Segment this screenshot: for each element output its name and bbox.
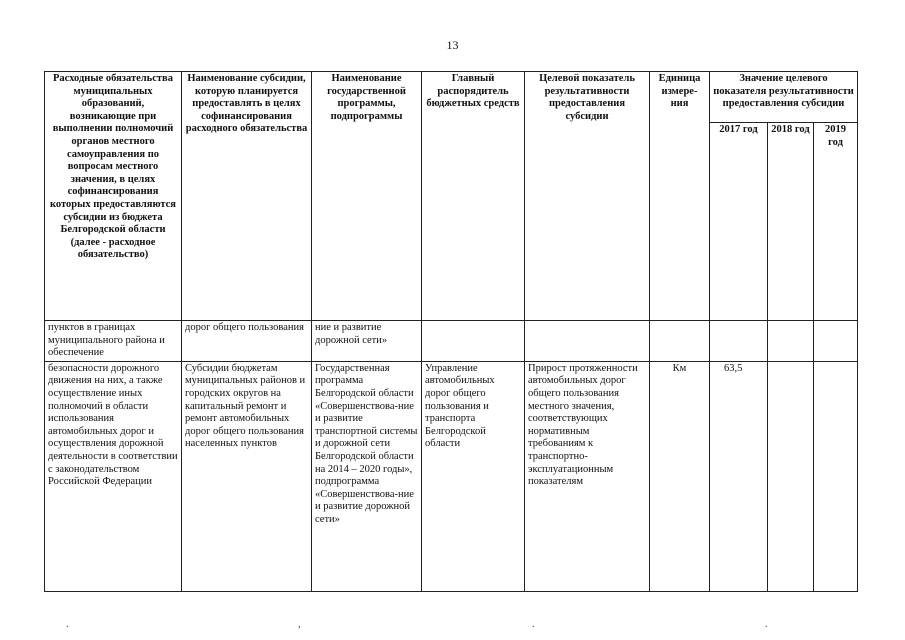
scan-dot: .	[532, 619, 535, 630]
cell-obligation: безопасности дорожного движения на них, а также осуществление иных полномочий в области использования автомобильных дорог и осуществления дорожной деятельности в соответствии с законодательством Российской Федерации	[45, 361, 182, 591]
cell-empty	[525, 321, 650, 362]
page-number: 13	[446, 38, 459, 52]
scan-dot: .	[66, 619, 69, 630]
cell-program-cont: ние и развитие дорожной сети»	[312, 321, 422, 362]
header-year-2018: 2018 год	[768, 123, 814, 321]
cell-program-name: Государственная программа Белгородской области «Совершенствова-ние и развитие транспортной системы и дорожной сети Белгородской области на 2014 – 2020 годы», подпрограмма «Совершенствова-ние и развитие дорожной сети»	[312, 361, 422, 591]
header-subsidy-name: Наименование субсидии, которую планируется предоставлять в целях софинансирования расходного обязательства	[182, 72, 312, 321]
header-year-2017: 2017 год	[710, 123, 768, 321]
scan-dot: ,	[298, 619, 301, 630]
cell-subsidy-name: Субсидии бюджетам муниципальных районов и городских округов на капитальный ремонт и ремонт автомобильных дорог общего пользования населенных пунктов	[182, 361, 312, 591]
header-program-name: Наименование государственной программы, подпрограммы	[312, 72, 422, 321]
cell-obligation-cont: пунктов в границах муниципального района и обеспечение	[45, 321, 182, 362]
header-budget-manager: Главный распорядитель бюджетных средств	[422, 72, 525, 321]
subsidy-table	[44, 71, 858, 592]
header-year-2019: 2019 год	[814, 123, 858, 321]
cell-empty	[814, 321, 858, 362]
cell-empty	[710, 321, 768, 362]
cell-value-2019	[814, 361, 858, 591]
table-row-continuation	[45, 321, 858, 362]
cell-empty	[768, 321, 814, 362]
cell-value-2018	[768, 361, 814, 591]
table-row-main	[45, 361, 858, 591]
header-indicator-value: Значение целевого показателя результативности предоставления субсидии	[710, 72, 858, 123]
cell-empty	[422, 321, 525, 362]
cell-subsidy-cont: дорог общего пользования	[182, 321, 312, 362]
cell-budget-manager: Управление автомобильных дорог общего пользования и транспорта Белгородской области	[422, 361, 525, 591]
header-row	[45, 72, 858, 123]
header-expense-obligations: Расходные обязательства муниципальных образований, возникающие при выполнении полномочий органов местного самоуправления по вопросам местного значения, в целях софинансирования которых предоставляются субсидии из бюджета Белгородской области (далее - расходное обязательство)	[45, 72, 182, 321]
header-target-indicator: Целевой показатель результативности предоставления субсидии	[525, 72, 650, 321]
cell-target-indicator: Прирост протяженности автомобильных дорог общего пользования местного значения, соответствующих нормативным требованиям к транспортно-эксплуатационным показателям	[525, 361, 650, 591]
cell-empty	[650, 321, 710, 362]
scan-dot: .	[765, 619, 768, 630]
header-unit: Единица измере-ния	[650, 72, 710, 321]
scan-marks	[0, 619, 905, 631]
cell-unit: Км	[650, 361, 710, 591]
cell-value-2017: 63,5	[710, 361, 768, 591]
